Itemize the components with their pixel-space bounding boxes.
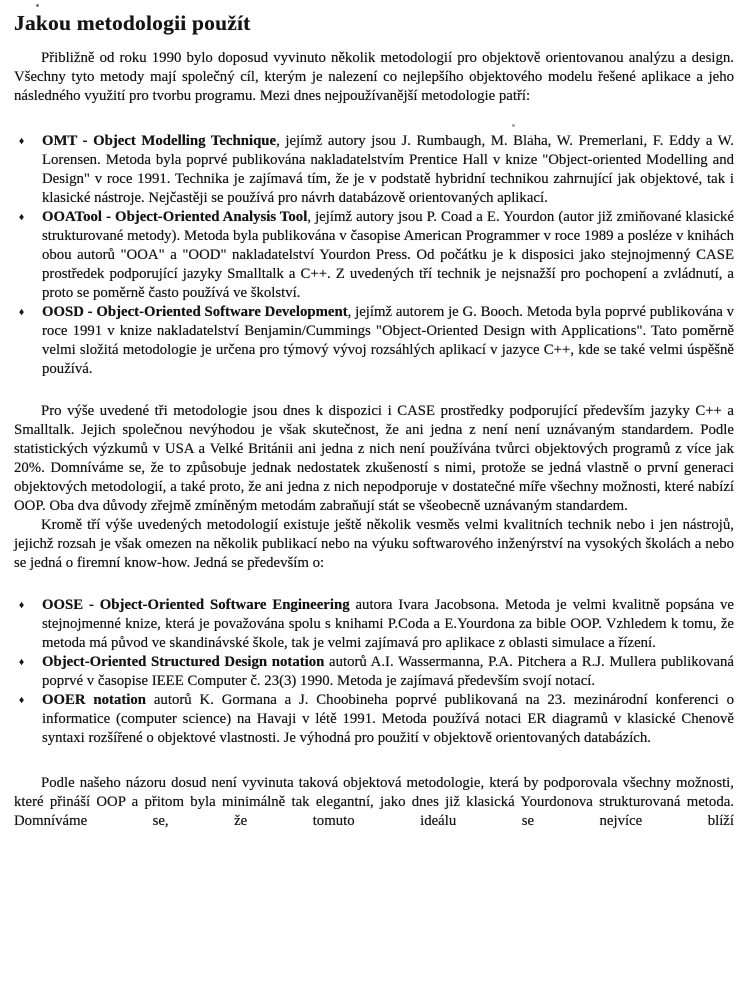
case-tools-paragraph: Pro výše uvedené tři metodologie jsou dnes k dispozici i CASE prostředky podporující především jazyky C++ a Smalltalk. Jejich společnou nevýhodou je však skutečnost, že ani jedna z není není uznávaným standardem. Podle statistických výzkumů v USA a Velké Británii ani jedna z nich není používána tvůrci objektových programů z více jak 20%. Domníváme se, že to způsobuje jednak nedostatek zkušeností s nimi, protože se jedná vlastně o první generaci objektových metodologií, a také proto, že ani jedna z nich nepodporuje v dostatečné míře všechny možnosti, které nabízí OOP. Oba dva důvody zřejmě zmíněným metodám zabraňují stát se všeobecně uznávaným standardem. xyxy=(14,403,734,514)
scan-speck xyxy=(512,124,515,127)
vertical-gap xyxy=(14,106,734,132)
methodology-entry xyxy=(42,303,734,379)
methodology-description: autorů K. Gormana a J. Choobineha poprvé publikovaná na 23. mezinárodní konferenci o informatice (computer science) na Havaji v létě 1991. Metoda používá notaci ER diagramů v klasické Chenově syntaxi rozšířené o objektové vlastnosti. Je výhodná pro použití v objektově orientovaných databázích. xyxy=(42,692,734,746)
methodology-name: OOATool - Object-Oriented Analysis Tool xyxy=(42,209,308,225)
list-item xyxy=(14,653,734,691)
methodology-entry xyxy=(42,132,734,208)
list-item xyxy=(14,132,734,208)
scan-speck xyxy=(36,4,39,7)
list-item xyxy=(14,208,734,303)
vertical-gap xyxy=(14,379,734,402)
methodology-entry xyxy=(42,596,734,653)
page-title: Jakou metodologii použít xyxy=(14,11,251,35)
list-item xyxy=(14,596,734,653)
methodology-name: OOSE - Object-Oriented Software Engineering xyxy=(42,597,350,613)
methodology-name: OOSD - Object-Oriented Software Development xyxy=(42,304,348,320)
list-item xyxy=(14,691,734,748)
diamond-bullet-icon: ♦ xyxy=(19,657,25,668)
methodology-name: OMT - Object Modelling Technique xyxy=(42,133,277,149)
vertical-gap xyxy=(14,748,734,774)
diamond-bullet-icon: ♦ xyxy=(19,307,25,318)
methodology-entry xyxy=(42,208,734,303)
list-item xyxy=(14,303,734,379)
methodology-description: , jejímž autory jsou J. Rumbaugh, M. Blaha, W. Premerlani, F. Eddy a W. Lorensen. Metoda byla poprvé publikována nakladatelstvím Prentice Hall v knize "Object-oriented Modelling and Design" v roce 1991. Technika je zajímavá tím, že je v podstatě hybridní technikou zahrnující jak objektové, tak i klasické nástroje. Nejčastěji se používá pro návrh databázově orientovaných aplikací. xyxy=(42,133,734,206)
vertical-gap xyxy=(14,573,734,596)
diamond-bullet-icon: ♦ xyxy=(19,136,25,147)
methodology-entry xyxy=(42,691,734,748)
methodology-name: OOER notation xyxy=(42,692,147,708)
other-methods-list xyxy=(14,596,734,748)
methodology-description: , jejímž autorem je G. Booch. Metoda byla poprvé publikována v roce 1991 v knize nakladatelství Benjamin/Cummings "Object-Oriented Design with Applications". Tato poměrně velmi složitá metodologie je určena pro týmový vývoj rozsáhlých aplikací v jazyce C++, kde se také velmi úspěšně používá. xyxy=(42,304,735,377)
other-techniques-intro-paragraph: Kromě tří výše uvedených metodologií existuje ještě několik vesměs velmi kvalitních technik nebo i jen nástrojů, jejichž rozsah je však omezen na několik publikací nebo na výuku softwarového inženýrství na vysokých školách a nebo se jedná o firemní know-how. Jedná se především o: xyxy=(14,517,734,571)
diamond-bullet-icon: ♦ xyxy=(19,695,25,706)
methodology-name: Object-Oriented Structured Design notation xyxy=(42,654,325,670)
closing-paragraph: Podle našeho názoru dosud není vyvinuta taková objektová metodologie, která by podporovala všechny možnosti, které přináší OOP a přitom byla minimálně tak elegantní, jako dnes již klasická Yourdonova strukturovaná metoda. Domníváme se, že tomuto ideálu se nejvíce blíží xyxy=(14,775,734,829)
methodology-description: autora Ivara Jacobsona. Metoda je velmi kvalitně popsána ve stejnojmenné knize, která je považována spolu s knihami P.Coda a E.Yourdona za bible OOP. Vzhledem k tomu, že metoda má původ ve skandinávské škole, tak je velmi zajímavá pro aplikace z oblasti simulace a řízení. xyxy=(42,597,735,651)
diamond-bullet-icon: ♦ xyxy=(19,600,25,611)
methodology-list xyxy=(14,132,734,379)
methodology-description: , jejímž autory jsou P. Coad a E. Yourdon (autor již zmiňované klasické strukturované metody). Metoda byla publikována v časopise American Programmer v roce 1989 a posléze v knihách obou autorů "OOA" a "OOD" nakladatelství Yourdon Press. Od počátku je k disposici jako stejnojmenný CASE prostředek podporující jazyky Smalltalk a C++. Z uvedených tří technik je nejsnažší pro pochopení a zvládnutí, a proto se poměrně často používá ve školství. xyxy=(42,209,734,301)
methodology-entry xyxy=(42,653,734,691)
diamond-bullet-icon: ♦ xyxy=(19,212,25,223)
intro-paragraph: Přibližně od roku 1990 bylo doposud vyvinuto několik metodologií pro objektově orientovanou analýzu a design. Všechny tyto metody mají společný cíl, kterým je nalezení co nejlepšího objektového modelu řešené aplikace a jeho následného využití pro tvorbu programu. Mezi dnes nejpoužívanější metodologie patří: xyxy=(14,50,734,104)
scan-speck xyxy=(530,135,532,137)
methodology-description: autorů A.I. Wassermanna, P.A. Pitchera a R.J. Mullera publikovaná poprvé v časopise IEEE Computer č. 23(3) 1990. Metoda je zajímavá především svojí notací. xyxy=(42,654,734,689)
